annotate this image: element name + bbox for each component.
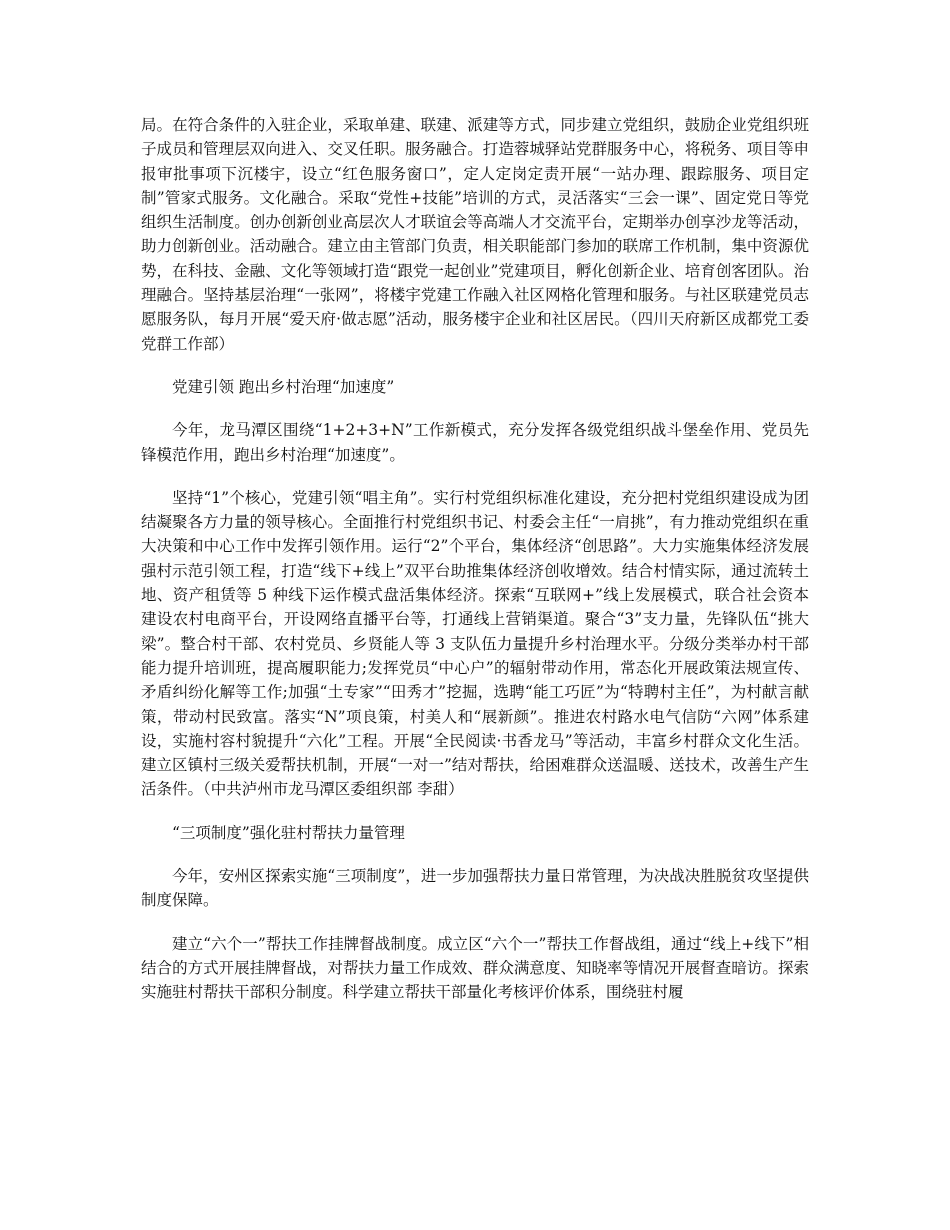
section-heading-rural-governance: 党建引领 跑出乡村治理“加速度” [172, 377, 395, 396]
paragraph-rural-governance-summary: 今年，龙马潭区围绕“1+2+3+N”工作新模式，充分发挥各级党组织战斗堡垒作用、党员先锋模范作用，跑出乡村治理“加速度”。 [141, 421, 809, 464]
paragraph-rural-governance-details: 坚持“1”个核心，党建引领“唱主角”。实行村党组织标准化建设，充分把村党组织建设成为团结凝聚各方力量的领导核心。全面推行村党组织书记、村委会主任“一肩挑”，有力推动党组织在重大决策和中心工作中发挥引领作用。运行“2”个平台，集体经济“创思路”。大力实施集体经济发展强村示范引领工程，打造“线下+线上”双平台助推集体经济创收增效。结合村情实际，通过流转土地、资产租赁等 5 种线下运作模式盘活集体经济。探索“互联网+”线上发展模式，联合社会资本建设农村电商平台，开设网络直播平台等，打通线上营销渠道。聚合“3”支力量，先锋队伍“挑大梁”。整合村干部、农村党员、乡贤能人等 3 支队伍力量提升乡村治理水平。分级分类举办村干部能力提升培训班，提高履职能力;发挥党员“中心户”的辐射带动作用，常态化开展政策法规宣传、矛盾纠纷化解等工作;加强“土专家”“田秀才”挖掘，选聘“能工巧匠”为“特聘村主任”，为村献言献策，带动村民致富。落实“N”项良策，村美人和“展新颜”。推进农村路水电气信防“六网”体系建设，实施村容村貌提升“六化”工程。开展“全民阅读·书香龙马”等活动，丰富乡村群众文化生活。建立区镇村三级关爱帮扶机制，开展“一对一”结对帮扶，给困难群众送温暖、送技术，改善生产生活条件。（中共泸州市龙马潭区委组织部 李甜） [141, 488, 809, 799]
paragraph-intro-continuation: 局。在符合条件的入驻企业，采取单建、联建、派建等方式，同步建立党组织，鼓励企业党组织班子成员和管理层双向进入、交叉任职。服务融合。打造蓉城驿站党群服务中心，将税务、项目等申报审批事项下沉楼宇，设立“红色服务窗口”，定人定岗定责开展“一站办理、跟踪服务、项目定制”管家式服务。文化融合。采取“党性+技能”培训的方式，灵活落实“三会一课”、固定党日等党组织生活制度。创办创新创业高层次人才联谊会等高端人才交流平台，定期举办创享沙龙等活动，助力创新创业。活动融合。建立由主管部门负责，相关职能部门参加的联席工作机制，集中资源优势，在科技、金融、文化等领域打造“跟党一起创业”党建项目，孵化创新企业、培育创客团队。治理融合。坚持基层治理“一张网”，将楼宇党建工作融入社区网格化管理和服务。与社区联建党员志愿服务队，每月开展“爱天府·做志愿”活动，服务楼宇企业和社区居民。（四川天府新区成都党工委党群工作部） [141, 116, 809, 353]
document-page [141, 113, 809, 1024]
paragraph-three-systems-summary: 今年，安州区探索实施“三项制度”，进一步加强帮扶力量日常管理，为决战决胜脱贫攻坚提供制度保障。 [141, 867, 809, 910]
section-heading-three-systems: “三项制度”强化驻村帮扶力量管理 [172, 823, 405, 842]
paragraph-three-systems-details: 建立“六个一”帮扶工作挂牌督战制度。成立区“六个一”帮扶工作督战组，通过“线上+线下”相结合的方式开展挂牌督战，对帮扶力量工作成效、群众满意度、知晓率等情况开展督查暗访。探索实施驻村帮扶干部积分制度。科学建立帮扶干部量化考核评价体系，围绕驻村履 [141, 934, 809, 1002]
